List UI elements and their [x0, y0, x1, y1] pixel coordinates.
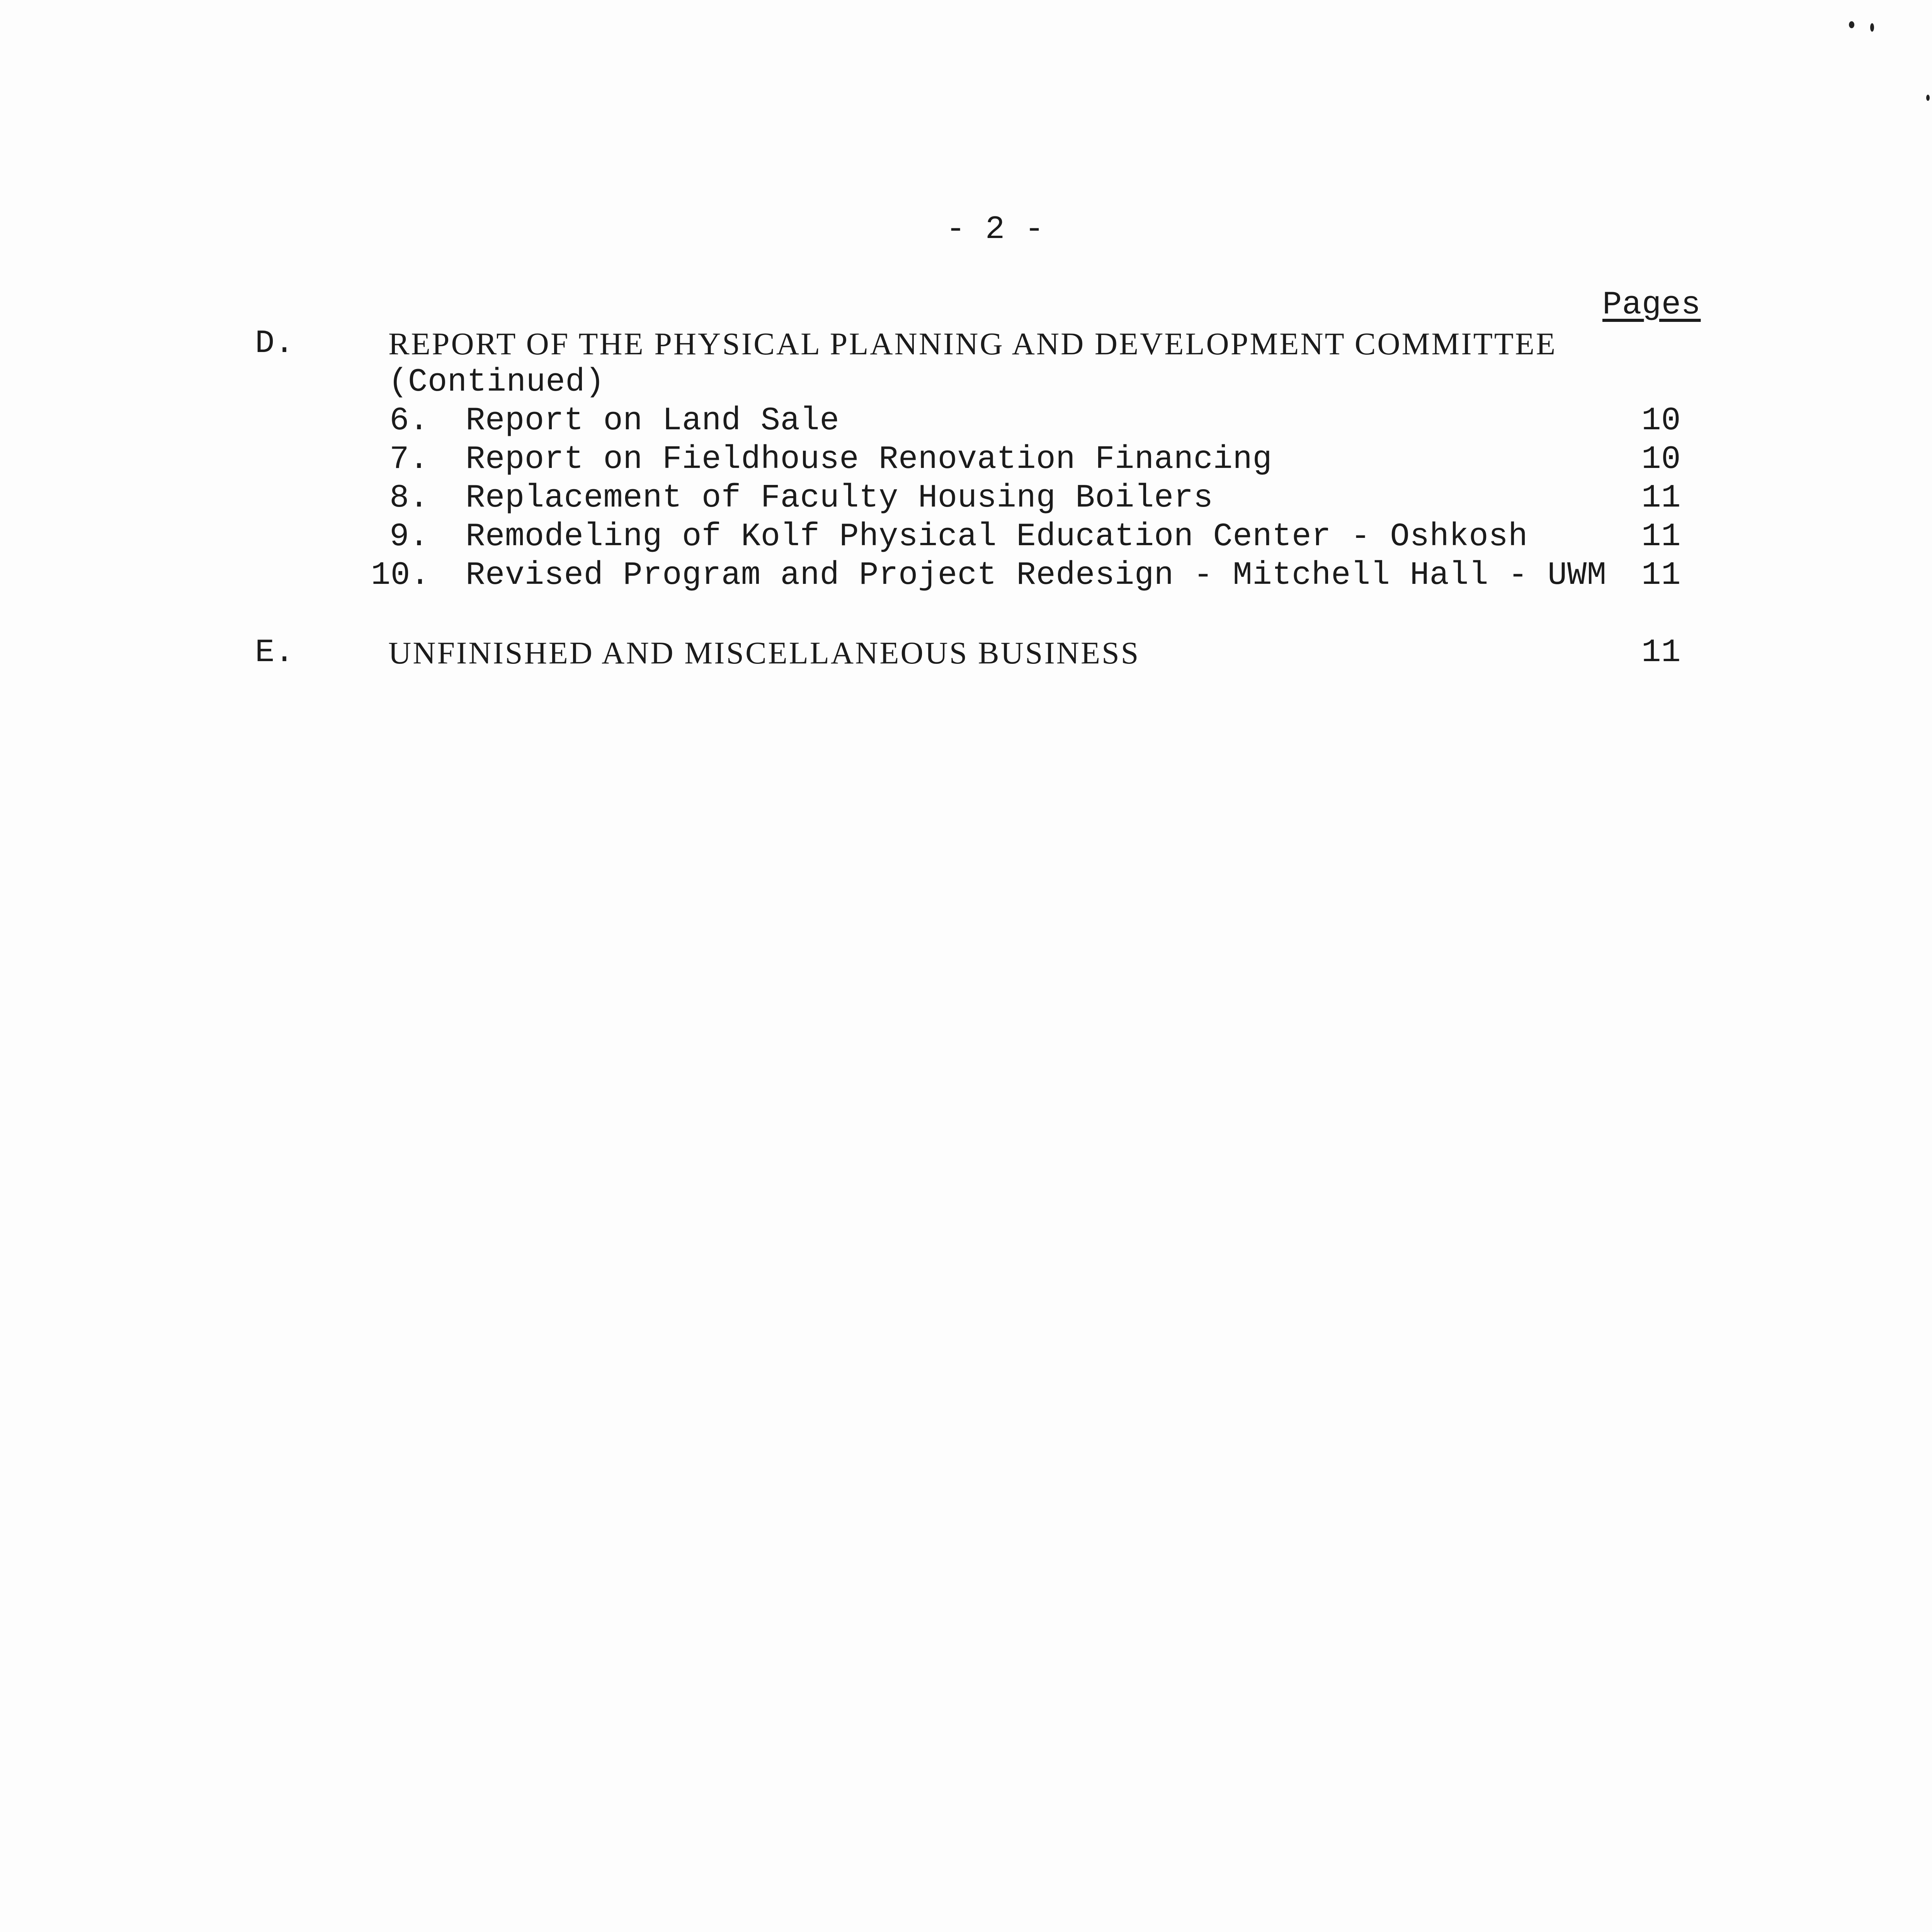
scan-speck — [1870, 23, 1874, 32]
item-page: 11 — [1641, 557, 1681, 594]
section-e-page: 11 — [1641, 634, 1681, 671]
item-title: Remodeling of Kolf Physical Education Center - Oshkosh — [466, 519, 1528, 555]
pages-column-heading: Pages — [1602, 287, 1701, 323]
item-title: Report on Land Sale — [466, 403, 840, 439]
item-title: Replacement of Faculty Housing Boilers — [466, 480, 1213, 517]
item-title: Report on Fieldhouse Renovation Financing — [466, 441, 1272, 478]
item-title: Revised Program and Project Redesign - Mitchell Hall - UWM — [466, 557, 1607, 594]
item-page: 10 — [1641, 403, 1681, 439]
item-page: 11 — [1641, 519, 1681, 555]
section-d-title: REPORT OF THE PHYSICAL PLANNING AND DEVELOPMENT COMMITTEE — [388, 326, 1557, 361]
item-number: 8. — [389, 480, 429, 517]
section-e-title: UNFINISHED AND MISCELLANEOUS BUSINESS — [388, 635, 1140, 670]
page-number: - 2 - — [946, 211, 1044, 248]
section-e-letter: E. — [255, 634, 294, 671]
item-number: 6. — [389, 403, 429, 439]
item-page: 11 — [1641, 480, 1681, 517]
scan-speck — [1849, 21, 1854, 28]
item-page: 10 — [1641, 441, 1681, 478]
section-d-continued: (Continued) — [388, 364, 605, 401]
item-number: 9. — [389, 519, 429, 555]
section-d-letter: D. — [255, 325, 294, 362]
scan-speck — [1926, 95, 1930, 101]
item-number: 7. — [389, 441, 429, 478]
item-number: 10. — [371, 557, 430, 594]
